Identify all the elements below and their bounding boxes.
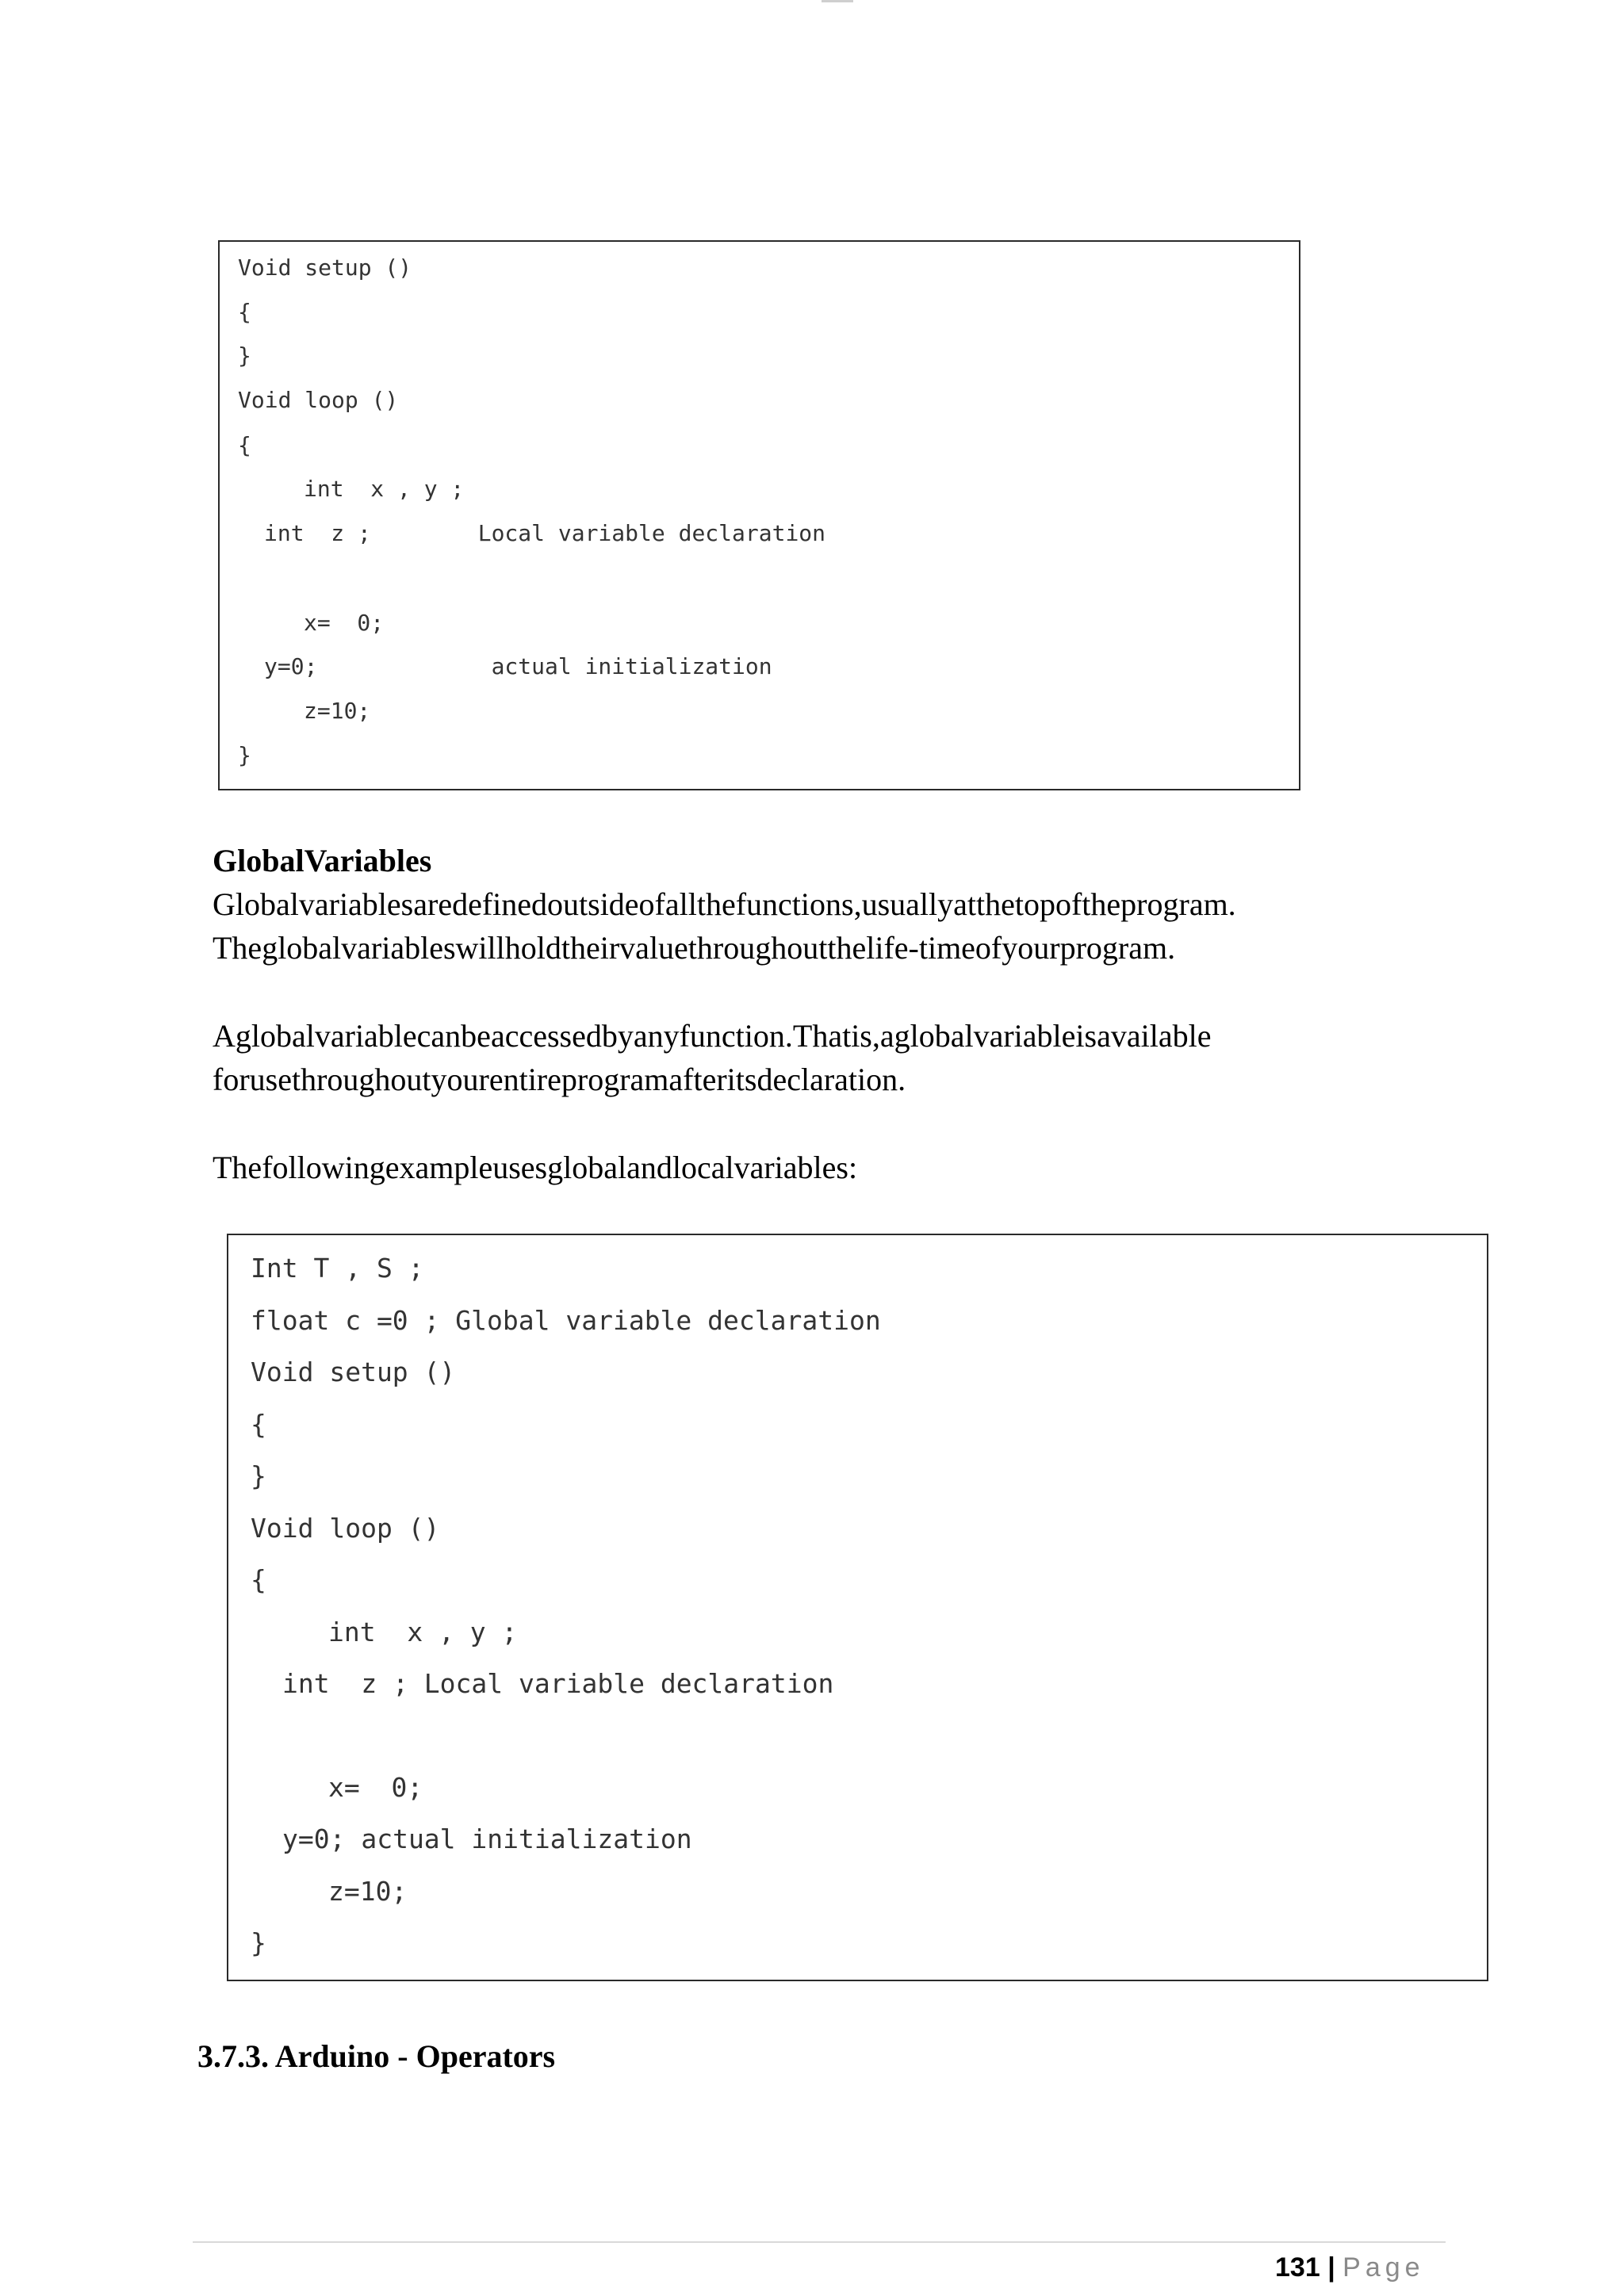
section-heading-global-variables: GlobalVariables xyxy=(213,843,432,878)
footer-divider xyxy=(193,2241,1446,2243)
code-line: { xyxy=(251,1564,266,1595)
code-line: } xyxy=(251,1460,266,1491)
footer-separator: | xyxy=(1327,2252,1335,2283)
paragraph-line: Thefollowingexampleusesglobalandlocalvariables: xyxy=(213,1150,858,1185)
paragraph-line: Aglobalvariablecanbeaccessedbyanyfunction.Thatis,aglobalvariableisavailable xyxy=(213,1018,1212,1054)
code-line: Int T , S ; xyxy=(251,1253,424,1284)
code-line: { xyxy=(238,432,251,458)
code-line: float c =0 ; Global variable declaration xyxy=(251,1305,881,1336)
paragraph-line: Globalvariablesaredefinedoutsideofallthefunctions,usuallyatthetopoftheprogram. xyxy=(213,886,1236,922)
code-line: Void setup () xyxy=(251,1357,456,1387)
code-line: { xyxy=(238,299,251,325)
page-label: Page xyxy=(1342,2252,1425,2283)
code-line: y=0; actual initialization xyxy=(282,1823,692,1854)
code-line: { xyxy=(251,1409,266,1440)
section-heading-arduino-operators: 3.7.3. Arduino - Operators xyxy=(197,2038,556,2074)
page-number: 131 xyxy=(1275,2252,1320,2283)
code-line: } xyxy=(238,342,251,369)
code-line: int x , y ; xyxy=(328,1617,518,1647)
code-line: int z ; Local variable declaration xyxy=(264,520,826,546)
code-line: int z ; Local variable declaration xyxy=(282,1668,834,1699)
code-line: Void loop () xyxy=(238,387,399,413)
code-line: x= 0; xyxy=(304,610,385,636)
code-block-local-variables xyxy=(218,240,1300,790)
paragraph-line: forusethroughoutyourentireprogramafteritsdeclaration. xyxy=(213,1062,906,1097)
code-line: z=10; xyxy=(304,698,371,724)
top-edge-mark xyxy=(822,0,853,2)
code-line: int x , y ; xyxy=(304,476,465,502)
code-line: } xyxy=(238,742,251,768)
code-block-global-local-variables xyxy=(227,1234,1488,1981)
code-line: Void loop () xyxy=(251,1513,440,1544)
code-line: } xyxy=(251,1927,266,1958)
code-line: y=0; actual initialization xyxy=(264,653,772,679)
page-footer xyxy=(1275,2248,1425,2286)
paragraph-line: Theglobalvariableswillholdtheirvaluethroughoutthelife-timeofyourprogram. xyxy=(213,930,1176,966)
code-line: z=10; xyxy=(328,1876,408,1907)
code-line: x= 0; xyxy=(328,1772,423,1803)
code-line: Void setup () xyxy=(238,254,412,281)
